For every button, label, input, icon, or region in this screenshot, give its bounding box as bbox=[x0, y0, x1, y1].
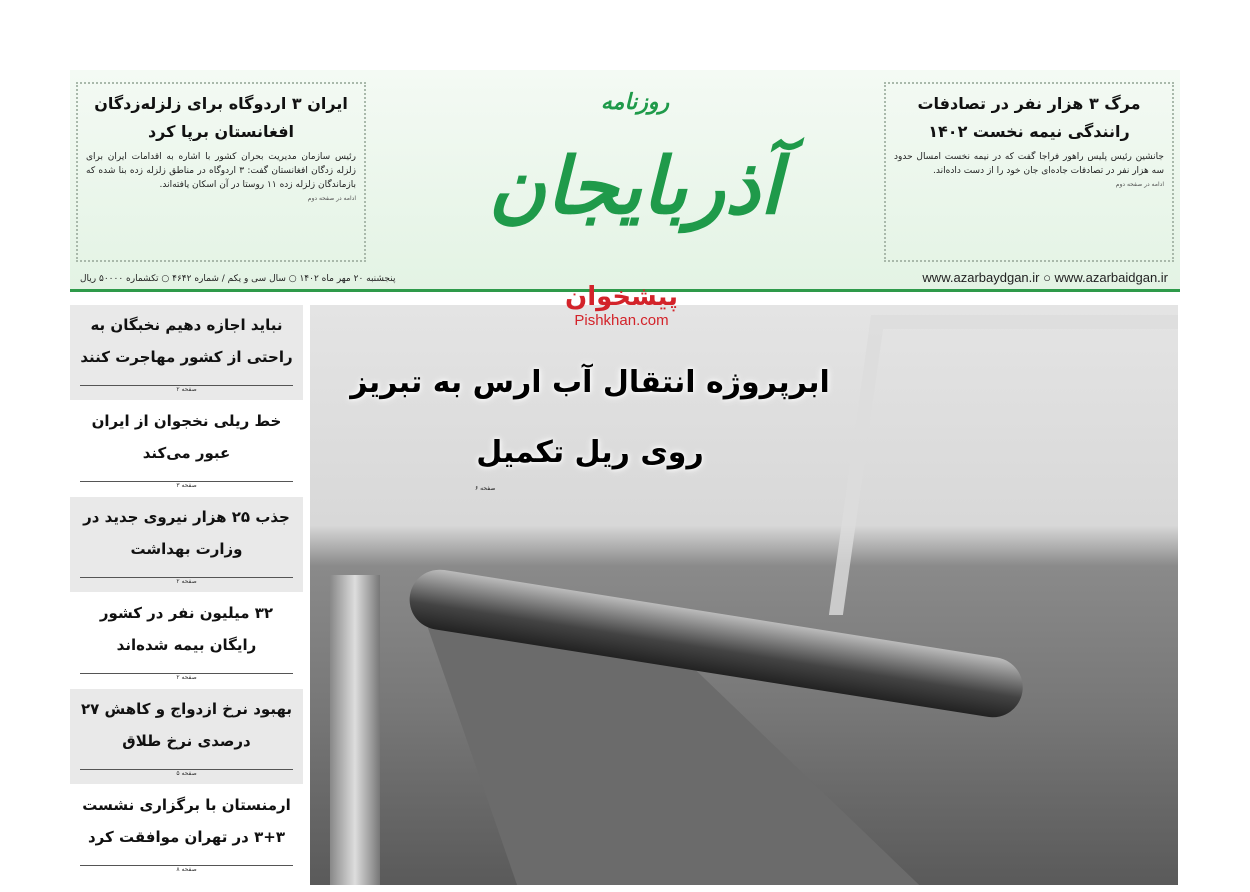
page-ref: صفحه ۵ bbox=[80, 769, 293, 778]
side-column bbox=[70, 305, 303, 881]
side-item bbox=[70, 305, 303, 401]
side-item-title: ارمنستان با برگزاری نشست ۳+۳ در تهران موافقت کرد bbox=[82, 796, 291, 846]
left-teaser-more: ادامه در صفحه دوم bbox=[307, 195, 356, 202]
side-item bbox=[70, 401, 303, 497]
page-ref: صفحه ۲ bbox=[80, 577, 293, 586]
issue-info: پنجشنبه ۲۰ مهر ماه ۱۴۰۲ ○ سال سی و یکم / شماره ۴۶۴۲ ○ تکشماره ۵۰۰۰۰ ریال bbox=[80, 274, 396, 284]
masthead bbox=[70, 70, 1180, 292]
website-urls: www.azarbaydgan.ir ○ www.azarbaidgan.ir bbox=[922, 270, 1168, 285]
left-teaser-body: رئیس سازمان مدیریت بحران کشور با اشاره به اقدامات ایران برای زلزله زدگان افغانستان گفت: ۳ اردوگاه در مناطق زلزله زده بنا شده که بازماندگان زلزله زده ۱۱ روستا در آن اسکان یافته‌اند. bbox=[86, 152, 356, 190]
pipe-shape bbox=[330, 575, 380, 885]
page-ref: صفحه ۲ bbox=[80, 673, 293, 682]
main-subheadline: روی ریل تکمیل bbox=[476, 435, 704, 470]
logo-prefix: روزنامه bbox=[600, 90, 670, 115]
page-ref: صفحه ۶ bbox=[475, 485, 496, 492]
side-item-title: نباید اجازه دهیم نخبگان به راحتی از کشور مهاجرت کنند bbox=[80, 316, 293, 366]
left-teaser-title: ایران ۳ اردوگاه برای زلزله‌زدگان افغانستان برپا کرد bbox=[94, 94, 348, 141]
watermark-fa: پیشخوان bbox=[565, 282, 678, 312]
side-item-title: جذب ۲۵ هزار نیروی جدید در وزارت بهداشت bbox=[83, 508, 290, 558]
right-teaser-body: جانشین رئیس پلیس راهور فراجا گفت که در نیمه نخست امسال حدود سه هزار نفر در تصادفات جاده‌ای جان خود را از دست داده‌اند. bbox=[894, 152, 1164, 176]
watermark bbox=[565, 282, 678, 330]
watermark-en: Pishkhan.com bbox=[574, 312, 669, 329]
page-ref: صفحه ۸ bbox=[80, 865, 293, 874]
main-headline: ابرپروژه انتقال آب ارس به تبریز bbox=[350, 365, 830, 400]
right-teaser-box bbox=[884, 82, 1174, 262]
right-teaser-more: ادامه در صفحه دوم bbox=[1115, 181, 1164, 188]
excavator-shape bbox=[829, 315, 1178, 615]
page-ref: صفحه ۳ bbox=[80, 481, 293, 490]
newspaper-logo bbox=[400, 70, 870, 265]
logo-text: آذربایجان bbox=[488, 142, 782, 232]
left-teaser-box bbox=[76, 82, 366, 262]
page-ref: صفحه ۲ bbox=[80, 385, 293, 394]
main-photo bbox=[310, 305, 1178, 885]
side-item bbox=[70, 689, 303, 785]
side-item bbox=[70, 593, 303, 689]
side-item bbox=[70, 785, 303, 881]
side-item-title: ۳۲ میلیون نفر در کشور رایگان بیمه شده‌اند bbox=[99, 604, 274, 654]
side-item bbox=[70, 497, 303, 593]
right-teaser-title: مرگ ۳ هزار نفر در تصادفات رانندگی نیمه نخست ۱۴۰۲ bbox=[917, 94, 1141, 141]
side-item-title: خط ریلی نخجوان از ایران عبور می‌کند bbox=[91, 412, 282, 462]
side-item-title: بهبود نرخ ازدواج و کاهش ۲۷ درصدی نرخ طلاق bbox=[81, 700, 292, 750]
